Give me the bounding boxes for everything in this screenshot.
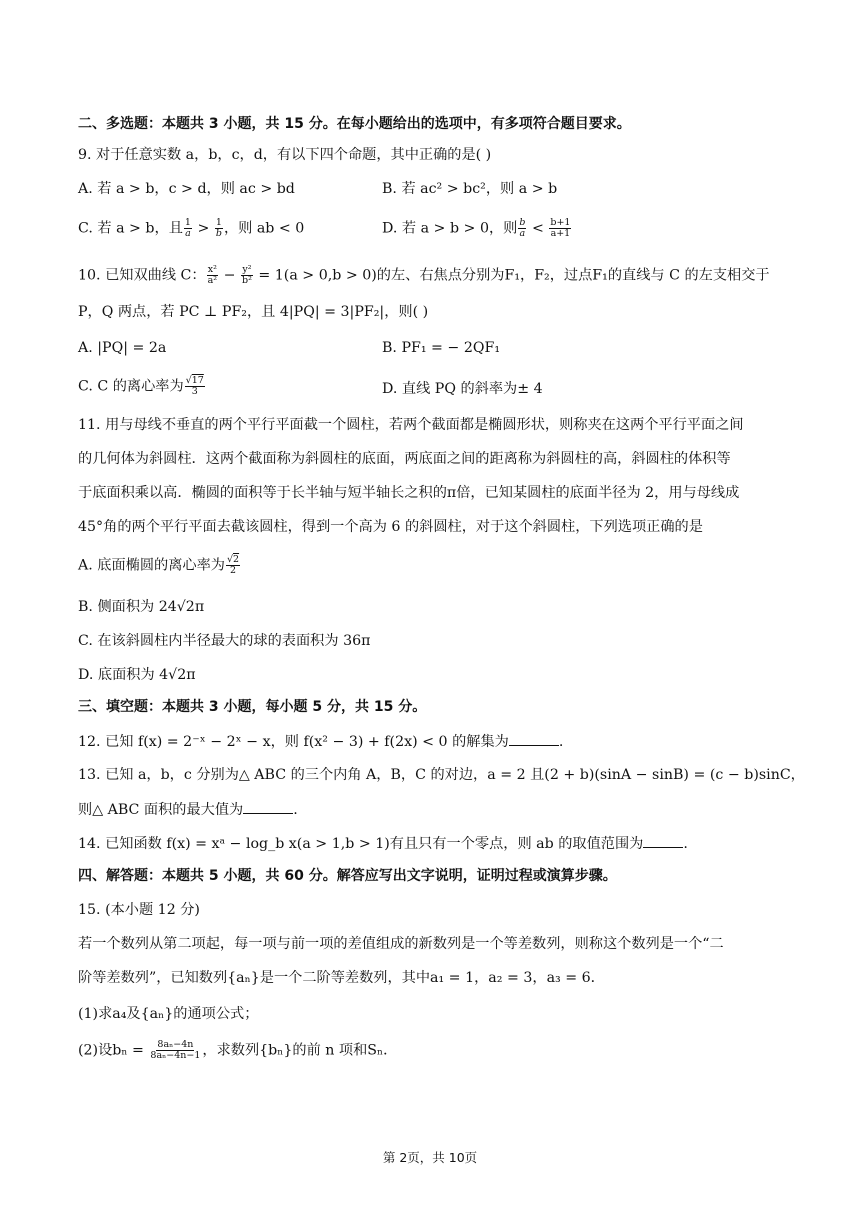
question-13-line-2: 则△ ABC 面积的最大值为 . [78,799,298,820]
answer-blank [643,833,683,848]
question-15-part-2: (2)设bₙ = $\frac{\text{8aₙ−4n}}{\text{8aₙ−4n−1}}$ ，求数列{bₙ}的前 n 项和Sₙ． [78,1039,398,1061]
question-13-line-1: 13. 已知 a，b，c 分别为△ ABC 的三个内角 A，B，C 的对边，a = 2 且(2 + b)(sinA − sinB) = (c − b)sinC， [78,767,805,783]
question-15-part-1: (1)求a₄及{aₙ}的通项公式； [78,1006,259,1022]
q9-option-a: A. 若 a > b，c > d，则 ac > bd [78,181,295,197]
fraction: $\frac{1}{a}$ [184,217,191,239]
question-11-line-3: 于底面积乘以高．椭圆的面积等于长半轴与短半轴长之积的π倍，已知某圆柱的底面半径为 2，用与母线成 [78,485,740,501]
q11-option-a: A. 底面椭圆的离心率为 $\frac{√2}{2}$ [78,554,240,576]
question-14: 14. 已知函数 f(x) = xᵃ − log_b x(a > 1,b > 1)有且只有一个零点，则 ab 的取值范围为 . [78,833,688,854]
q11-option-c: C. 在该斜圆柱内半径最大的球的表面积为 36π [78,633,371,649]
q9-option-b: B. 若 ac² > bc²，则 a > b [382,181,558,197]
question-12: 12. 已知 f(x) = 2⁻ˣ − 2ˣ − x，则 f(x² − 3) + f(2x) < 0 的解集为 . [78,731,563,752]
q10-option-a: A. |PQ| = 2a [78,340,167,356]
fraction: $\frac{b+1}{a+1}$ [550,217,571,239]
fraction: $\frac{\text{y²}}{\text{b²}}$ [241,264,252,286]
q10-option-b: B. PF₁ = − 2QF₁ [382,340,501,356]
question-9-stem: 9. 对于任意实数 a，b，c，d，有以下四个命题，其中正确的是( ) [78,147,492,163]
section-heading-multiple-choice: 二、多选题：本题共 3 小题，共 15 分。在每小题给出的选项中，有多项符合题目要求。 [78,116,631,132]
question-10-line-1: 10. 已知双曲线 C： $\frac{\text{x²}}{\text{a²}}$ − $\frac{\text{y²}}{\text{b²}}$ = 1(a > 0,b > 0)的左、右焦点分别为F₁，F₂，过点F₁的直线与 C 的左支相交于 [78,264,770,286]
question-15-title: 15. (本小题 12 分) [78,902,200,918]
q11-option-d: D. 底面积为 4√2π [78,667,196,683]
question-15-line-1: 若一个数列从第二项起，每一项与前一项的差值组成的新数列是一个等差数列，则称这个数列是一个“二 [78,936,724,952]
section-heading-solutions: 四、解答题：本题共 5 小题，共 60 分。解答应写出文字说明，证明过程或演算步骤。 [78,868,617,884]
section-heading-fill-in: 三、填空题：本题共 3 小题，每小题 5 分，共 15 分。 [78,699,427,715]
q9-option-c: C. 若 a > b，且 $\frac{1}{a}$ > $\frac{1}{b}$ ，则 ab < 0 [78,217,305,239]
q10-option-d: D. 直线 PQ 的斜率为± 4 [382,381,543,397]
q11-option-b: B. 侧面积为 24√2π [78,599,205,615]
question-11-line-2: 的几何体为斜圆柱．这两个截面称为斜圆柱的底面，两底面之间的距离称为斜圆柱的高，斜圆柱的体积等 [78,451,731,467]
question-11-line-4: 45°角的两个平行平面去截该圆柱，得到一个高为 6 的斜圆柱，对于这个斜圆柱，下列选项正确的是 [78,519,703,535]
fraction: $\frac{√17}{3}$ [185,375,204,397]
fraction: $\frac{1}{b}$ [215,217,222,239]
question-11-line-1: 11. 用与母线不垂直的两个平行平面截一个圆柱，若两个截面都是椭圆形状，则称夹在这两个平行平面之间 [78,417,744,433]
q10-option-c: C. C 的离心率为 $\frac{√17}{3}$ [78,375,204,397]
fraction: $\frac{\text{8aₙ−4n}}{\text{8aₙ−4n−1}}$ [150,1039,201,1061]
fraction: $\frac{√2}{2}$ [226,554,240,576]
answer-blank [509,731,559,746]
question-15-line-2: 阶等差数列”，已知数列{aₙ}是一个二阶等差数列，其中a₁ = 1，a₂ = 3，a₃ = 6． [78,970,605,986]
fraction: $\frac{b}{a}$ [519,217,526,239]
q9-option-d: D. 若 a > b > 0，则 $\frac{b}{a}$ < $\frac{b+1}{a+1}$ [382,217,571,239]
fraction: $\frac{\text{x²}}{\text{a²}}$ [207,264,218,286]
answer-blank [243,799,293,814]
page-footer: 第 2页，共 10页 [382,1150,478,1165]
question-10-line-2: P，Q 两点，若 PC ⊥ PF₂，且 4|PQ| = 3|PF₂|，则( ) [78,304,429,320]
